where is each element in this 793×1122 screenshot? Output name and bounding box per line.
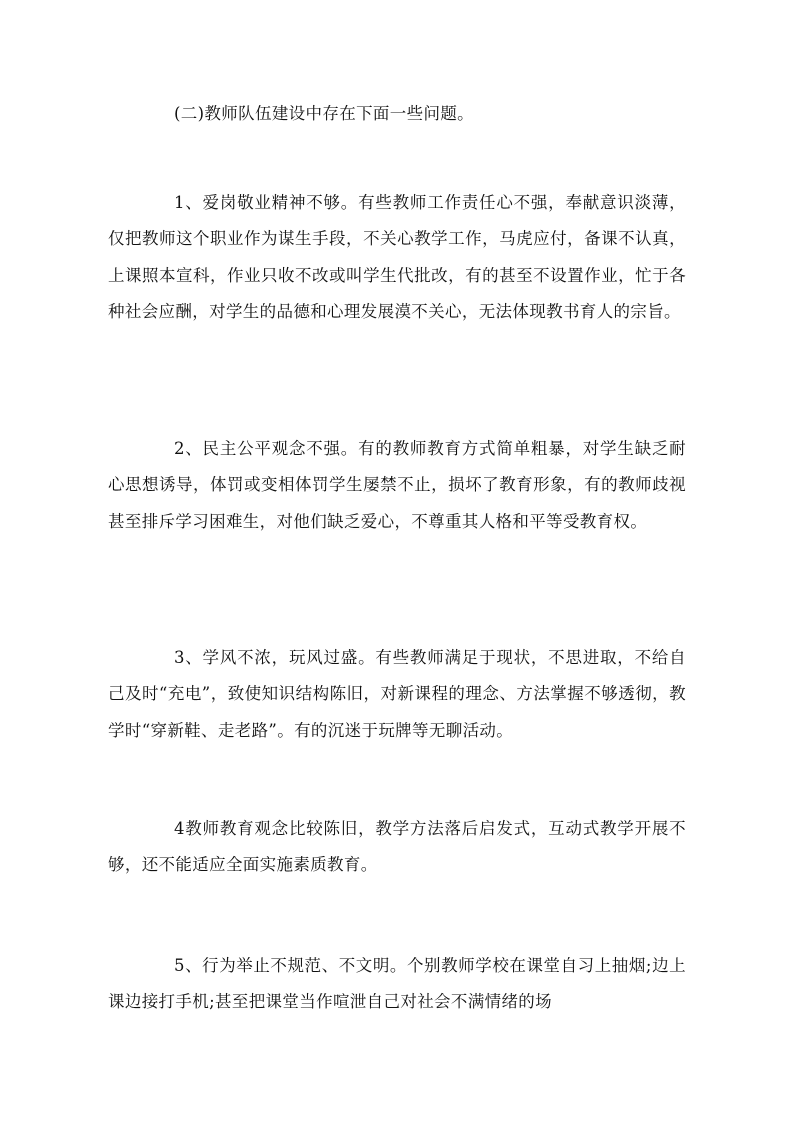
paragraph-3: 3、学风不浓，玩风过盛。有些教师满足于现状，不思进取，不给自己及时“充电”，致使知识结构陈旧，对新课程的理念、方法掌握不够透彻，教学时“穿新鞋、走老路”。有的沉迷于玩牌等无聊活动。 bbox=[108, 648, 686, 740]
paragraph-2: 2、民主公平观念不强。有的教师教育方式简单粗暴，对学生缺乏耐心思想诱导，体罚或变相体罚学生屡禁不止，损坏了教育形象，有的教师歧视甚至排斥学习困难生，对他们缺乏爱心，不尊重其人格和平等受教育权。 bbox=[108, 439, 686, 531]
paragraph-4: 4教师教育观念比较陈旧，教学方法落后启发式，互动式教学开展不够，还不能适应全面实施素质教育。 bbox=[108, 819, 686, 875]
paragraph-1: 1、爱岗敬业精神不够。有些教师工作责任心不强，奉献意识淡薄，仅把教师这个职业作为谋生手段，不关心教学工作，马虎应付，备课不认真，上课照本宣科，作业只收不改或叫学生代批改，有的甚至不设置作业，忙于各种社会应酬，对学生的品德和心理发展漠不关心，无法体现教书育人的宗旨。 bbox=[108, 193, 686, 321]
paragraph-5: 5、行为举止不规范、不文明。个别教师学校在课堂自习上抽烟;边上课边接打手机;甚至把课堂当作喧泄自己对社会不满情绪的场 bbox=[108, 956, 686, 1012]
section-heading: (二)教师队伍建设中存在下面一些问题。 bbox=[174, 104, 475, 123]
